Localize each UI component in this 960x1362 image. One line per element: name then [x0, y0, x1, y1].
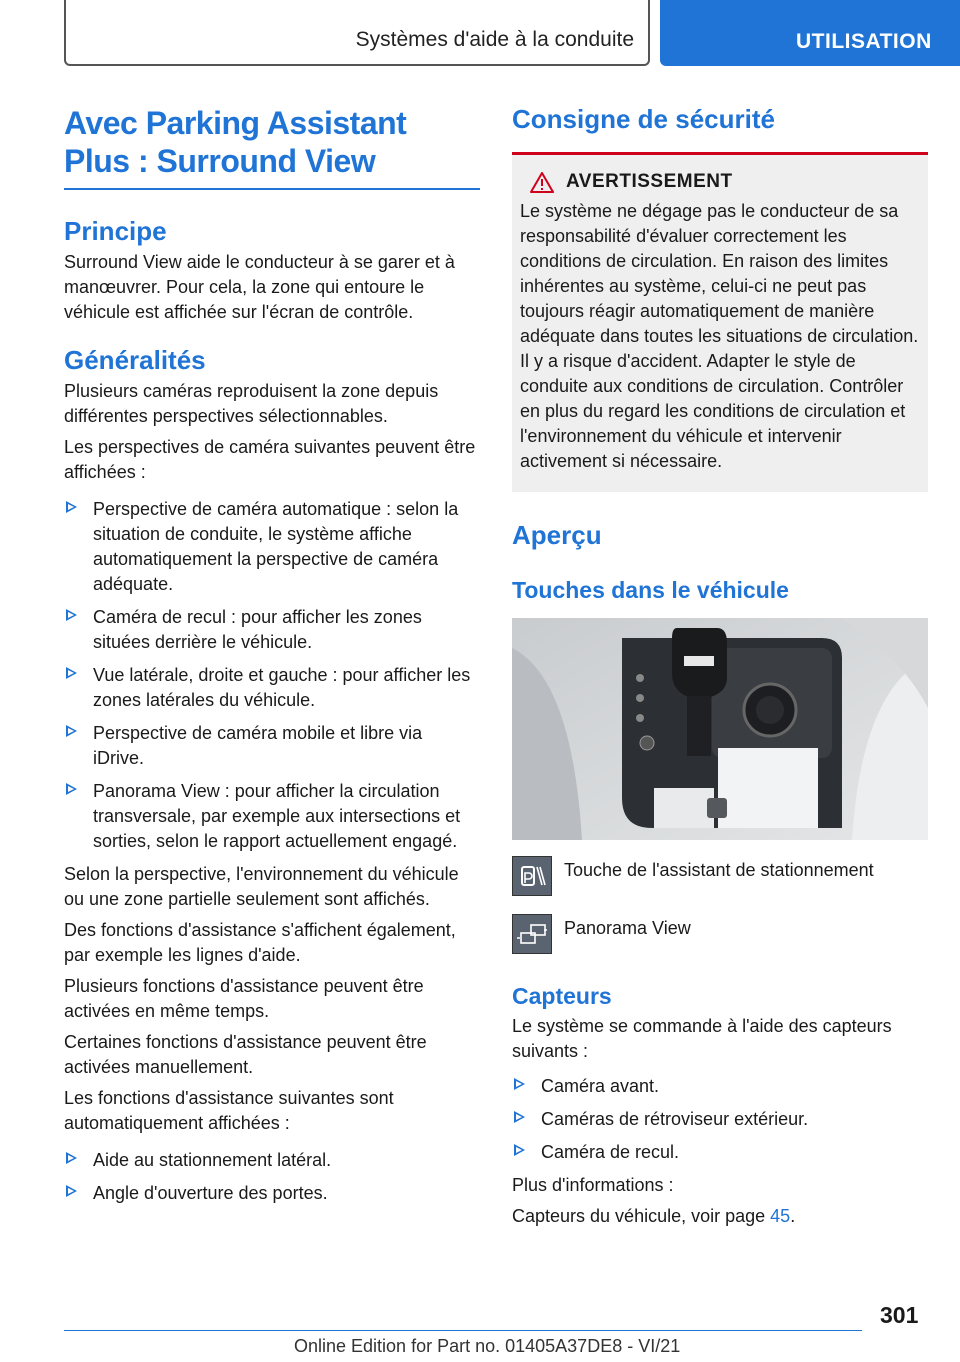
heading-generalites: Généralités: [64, 345, 206, 375]
list-item: Caméra de recul : pour afficher les zones situées derrière le véhicule.: [64, 605, 478, 655]
header-chapter-label: UTILISATION: [796, 30, 932, 53]
principe-text: Surround View aide le conducteur à se garer et à manœuvrer. Pour cela, la zone qui entoure le véhicule est affichée sur l'écran de contrôle.: [64, 252, 455, 322]
generalites-p1: Plusieurs caméras reproduisent la zone depuis différentes perspectives sélectionnables.: [64, 381, 439, 426]
list-item: Caméra de recul.: [512, 1140, 928, 1165]
warning-title: AVERTISSEMENT: [566, 171, 733, 192]
header-section-box: [64, 0, 650, 66]
bullet-triangle-icon: [66, 1185, 77, 1197]
list-item: Panorama View : pour afficher la circulation transversale, par exemple aux intersections et sorties, selon le rapport actuellement engagé.: [64, 779, 478, 854]
bullet-triangle-icon: [514, 1111, 525, 1123]
page-number: 301: [880, 1302, 919, 1328]
sensor-list: [512, 1074, 928, 1165]
parking-assistant-button-icon: [512, 856, 552, 896]
generalites-p7: Les fonctions d'assistance suivantes sont automatiquement affichées :: [64, 1088, 394, 1133]
list-item: Angle d'ouverture des portes.: [64, 1181, 478, 1206]
list-item: Perspective de caméra automatique : selon la situation de conduite, le système affiche automatiquement la perspective de caméra adéquate.: [64, 497, 478, 597]
button-legend-row: [512, 914, 928, 954]
list-item: Vue latérale, droite et gauche : pour afficher les zones latérales du véhicule.: [64, 663, 478, 713]
panorama-view-button-icon: [512, 914, 552, 954]
bullet-triangle-icon: [66, 1152, 77, 1164]
bullet-triangle-icon: [66, 783, 77, 795]
heading-apercu: Aperçu: [512, 520, 602, 550]
generalites-p3: Selon la perspective, l'environnement du véhicule ou une zone partielle seulement sont affichés.: [64, 864, 459, 909]
title-line-2: Plus : Surround View: [64, 143, 376, 179]
list-item: Perspective de caméra mobile et libre via iDrive.: [64, 721, 478, 771]
bullet-triangle-icon: [514, 1144, 525, 1156]
heading-capteurs: Capteurs: [512, 983, 612, 1009]
header-chapter-tab[interactable]: [660, 0, 960, 66]
button2-label: Panorama View: [564, 918, 691, 938]
generalites-p4: Des fonctions d'assistance s'affichent également, par exemple les lignes d'aide.: [64, 920, 456, 965]
title-divider: [64, 188, 480, 190]
warning-text: Le système ne dégage pas le conducteur de sa responsabilité d'évaluer correctement les conditions de circulation. En raison des limites inhérentes au système, celui-ci ne peut pas toujours réagir automatiquement de manière adéquate dans toutes les situations de circulation. Il y a risque d'accident. Adapter le style de conduite aux conditions de circulation. Contrôler en plus du regard les conditions de circulation et l'environnement du véhicule et intervenir activement si nécessaire.: [520, 201, 919, 471]
list-item: Aide au stationnement latéral.: [64, 1148, 478, 1173]
sensor-reference: Capteurs du véhicule, voir page 45.: [512, 1206, 796, 1226]
button-legend-row: [512, 856, 928, 896]
bullet-triangle-icon: [66, 609, 77, 621]
warning-box: [512, 152, 928, 492]
bullet-triangle-icon: [66, 667, 77, 679]
warning-header: [520, 171, 920, 193]
list-item: Caméra avant.: [512, 1074, 928, 1099]
list-item: Caméras de rétroviseur extérieur.: [512, 1107, 928, 1132]
auto-functions-list: [64, 1148, 478, 1206]
heading-touches: Touches dans le véhicule: [512, 577, 789, 603]
heading-principe: Principe: [64, 216, 167, 246]
center-console-photo: [512, 618, 928, 840]
generalites-p5: Plusieurs fonctions d'assistance peuvent être activées en même temps.: [64, 976, 424, 1021]
footer-divider: [64, 1330, 862, 1331]
generalites-p6: Certaines fonctions d'assistance peuvent être activées manuellement.: [64, 1032, 427, 1077]
left-column: [64, 104, 478, 1214]
capteurs-text: Le système se commande à l'aide des capteurs suivants :: [512, 1016, 892, 1061]
more-info-text: Plus d'informations :: [512, 1175, 674, 1195]
header-section-title: Systèmes d'aide à la conduite: [355, 28, 634, 51]
bullet-triangle-icon: [514, 1078, 525, 1090]
bullet-triangle-icon: [66, 501, 77, 513]
right-column: [512, 104, 928, 1235]
generalites-p2: Les perspectives de caméra suivantes peuvent être affichées :: [64, 437, 476, 482]
perspective-list: [64, 497, 478, 854]
warning-triangle-icon: [530, 172, 554, 193]
title-line-1: Avec Parking Assistant: [64, 105, 407, 141]
bullet-triangle-icon: [66, 725, 77, 737]
heading-safety: Consigne de sécurité: [512, 104, 775, 134]
page-title: [64, 104, 478, 180]
footer-edition: Online Edition for Part no. 01405A37DE8 - VI/21: [294, 1336, 681, 1356]
page-reference-link[interactable]: 45: [770, 1206, 791, 1226]
button1-label: Touche de l'assistant de stationnement: [564, 860, 874, 880]
